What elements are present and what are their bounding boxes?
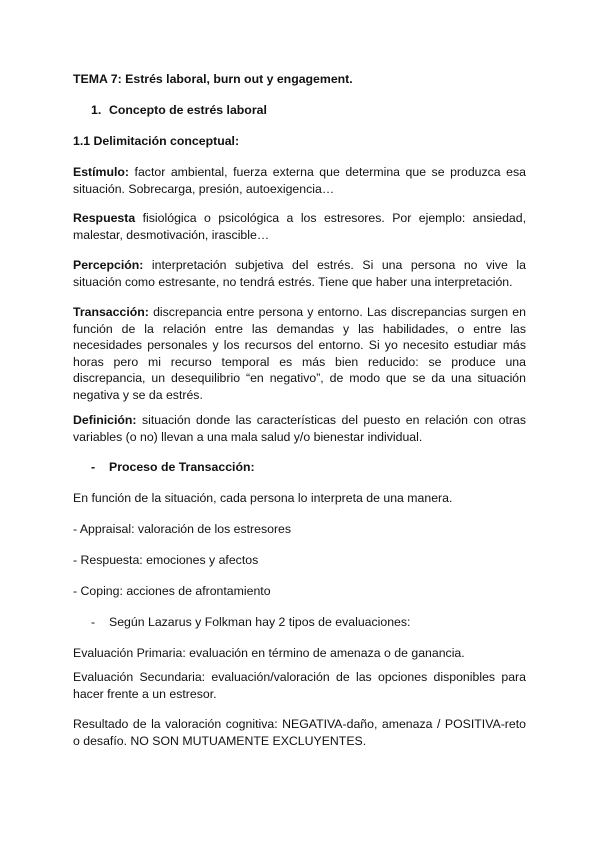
definition-text: discrepancia entre persona y entorno. Las discrepancias surgen en función de la relación entre las demandas y las habilidades, o entre las necesidades personales y los recursos del entorno. Si yo necesito estudiar más horas pero mi recurso temporal es más bien reducido: se produce una discrepancia, un desequilibrio “en negativo”, de modo que se da una situación negativa y se da estrés. — [73, 305, 526, 402]
definition-term: Respuesta — [73, 211, 136, 225]
process-bullet: - — [91, 460, 96, 474]
section-label: Concepto de estrés laboral — [109, 103, 267, 117]
definition-transaccion — [73, 304, 526, 404]
definition-text: situación donde las características del puesto en relación con otras variables (o no) llevan a una mala salud y/o bienestar individual. — [73, 413, 526, 444]
process-heading — [91, 459, 544, 476]
process-label: Proceso de Transacción: — [109, 460, 255, 474]
definition-term: Definición: — [73, 413, 137, 427]
definition-term: Estímulo: — [73, 165, 130, 179]
process-intro: En función de la situación, cada persona lo interpreta de una manera. — [73, 491, 453, 505]
definition-respuesta — [73, 210, 526, 243]
evaluation-secondary: Evaluación Secundaria: evaluación/valoración de las opciones disponibles para hacer frente a un estresor. — [73, 670, 526, 701]
section-number: 1. — [91, 103, 102, 117]
lazarus-item — [91, 614, 544, 631]
definition-term: Percepción: — [73, 258, 144, 272]
definition-term: Transacción: — [73, 305, 149, 319]
lazarus-text: Según Lazarus y Folkman hay 2 tipos de evaluaciones: — [109, 615, 411, 629]
definition-estimulo — [73, 164, 526, 197]
definition-percepcion — [73, 257, 526, 290]
process-item-respuesta: - Respuesta: emociones y afectos — [73, 553, 259, 567]
cognitive-result: Resultado de la valoración cognitiva: NEGATIVA-daño, amenaza / POSITIVA-reto o desafío. NO SON MUTUAMENTE EXCLUYENTES. — [73, 717, 526, 748]
subsection-heading: 1.1 Delimitación conceptual: — [73, 134, 240, 148]
lazarus-bullet: - — [91, 615, 96, 629]
evaluation-primary: Evaluación Primaria: evaluación en término de amenaza o de ganancia. — [73, 646, 465, 660]
definition-text: factor ambiental, fuerza externa que determina que se produzca esa situación. Sobrecarga, presión, autoexigencia… — [73, 165, 526, 196]
definition-text: interpretación subjetiva del estrés. Si una persona no vive la situación como estresante, no tendrá estrés. Tiene que haber una interpretación. — [73, 258, 526, 289]
process-item-coping: - Coping: acciones de afrontamiento — [73, 584, 271, 598]
definition-definicion — [73, 412, 526, 445]
process-item-appraisal: - Appraisal: valoración de los estresores — [73, 522, 292, 536]
document-title: TEMA 7: Estrés laboral, burn out y engagement. — [73, 72, 353, 86]
section-heading — [91, 102, 544, 119]
definition-text: fisiológica o psicológica a los estresores. Por ejemplo: ansiedad, malestar, desmotivación, irascible… — [73, 211, 526, 242]
